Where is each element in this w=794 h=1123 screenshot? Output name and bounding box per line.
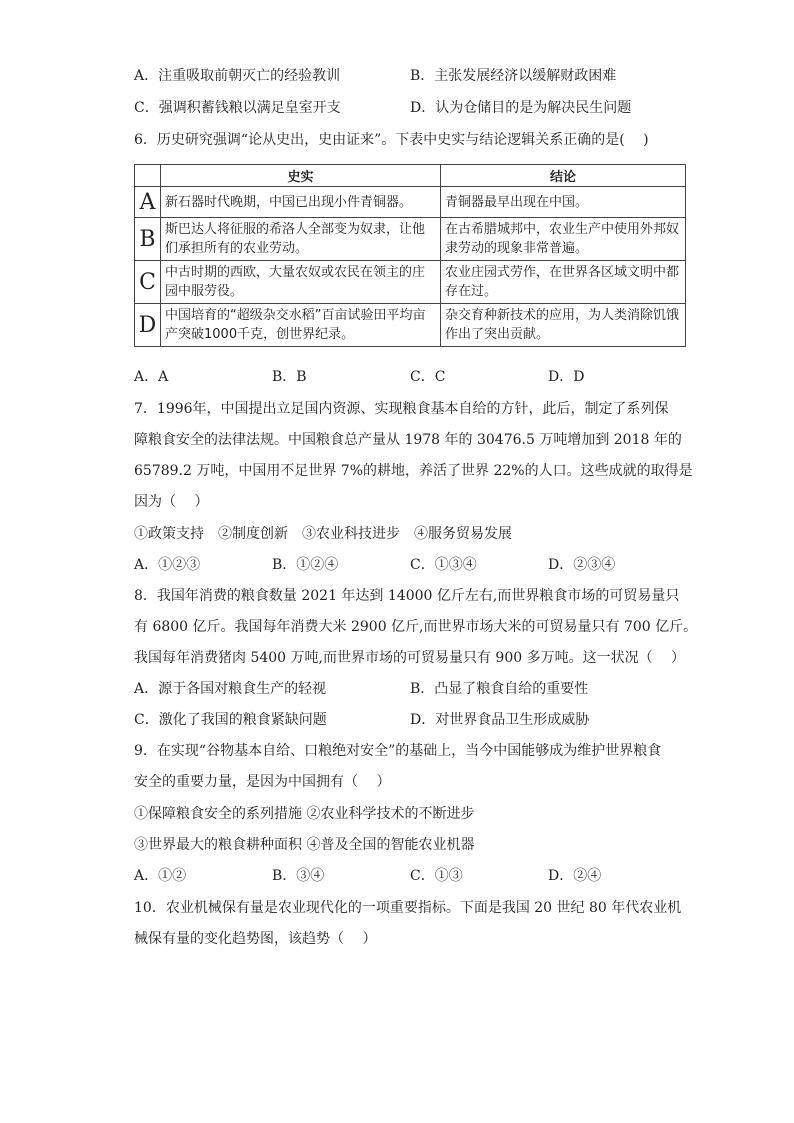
q5-options-row-2 xyxy=(134,98,654,118)
table-row xyxy=(135,187,686,218)
q8-options-row-1 xyxy=(134,679,654,699)
row-letter: C xyxy=(135,261,161,304)
q8-option-a[interactable]: A．源于各国对粮食生产的轻视 xyxy=(134,681,327,697)
q6-stem: 6．历史研究强调“论从史出，史由证来”。下表中史实与结论逻辑关系正确的是( ) xyxy=(134,132,649,148)
q7-options xyxy=(134,555,654,575)
q7-option-c[interactable]: C．①③④ xyxy=(410,557,477,573)
q6-option-d[interactable]: D．D xyxy=(548,369,585,385)
table-row xyxy=(135,261,686,304)
q7-stem-line-1: 7．1996年，中国提出立足国内资源、实现粮食基本自给的方针，此后，制定了系列保 xyxy=(134,401,669,417)
row-conclusion: 在古希腊城邦中，农业生产中使用外邦奴隶劳动的现象非常普遍。 xyxy=(441,218,686,261)
q8-options-row-2 xyxy=(134,710,654,730)
q8-option-b[interactable]: B．凸显了粮食自给的重要性 xyxy=(410,681,589,697)
q6-table-header-fact: 史实 xyxy=(161,165,441,187)
row-letter: B xyxy=(135,218,161,261)
q8-stem-line-3: 我国每年消费猪肉 5400 万吨,而世界市场的可贸易量只有 900 多万吨。这一状况（ ） xyxy=(134,650,686,666)
row-conclusion: 杂交育种新技术的应用，为人类消除饥饿作出了突出贡献。 xyxy=(441,304,686,347)
q7-option-b[interactable]: B．①②④ xyxy=(272,557,339,573)
q9-options xyxy=(134,866,654,886)
q7-items: ①政策支持 ②制度创新 ③农业科技进步 ④服务贸易发展 xyxy=(134,526,512,542)
q6-option-c[interactable]: C．C xyxy=(410,369,446,385)
q7-stem-line-4: 因为（ ） xyxy=(134,494,209,510)
q8-stem-line-1: 8．我国年消费的粮食数量 2021 年达到 14000 亿斤左右,而世界粮食市场的可贸易量只 xyxy=(134,588,680,604)
q7-option-a[interactable]: A．①②③ xyxy=(134,557,201,573)
q6-table-header xyxy=(135,165,686,187)
row-fact: 中古时期的西欧，大量农奴或农民在领主的庄园中服劳役。 xyxy=(161,261,441,304)
q7-stem-line-2: 障粮食安全的法律法规。中国粮食总产量从 1978 年的 30476.5 万吨增加到 2018 年的 xyxy=(134,432,682,448)
q6-option-b[interactable]: B．B xyxy=(272,369,307,385)
q6-table-header-conclusion: 结论 xyxy=(441,165,686,187)
row-fact: 中国培育的“超级杂交水稻”百亩试验田平均亩产突破1000千克，创世界纪录。 xyxy=(161,304,441,347)
q6-table xyxy=(134,164,686,347)
row-fact: 新石器时代晚期，中国已出现小件青铜器。 xyxy=(161,187,441,218)
q5-option-b[interactable]: B．主张发展经济以缓解财政困难 xyxy=(410,68,617,84)
row-conclusion: 青铜器最早出现在中国。 xyxy=(441,187,686,218)
q8-option-d[interactable]: D．对世界食品卫生形成威胁 xyxy=(410,712,590,728)
q10-stem-line-2: 械保有量的变化趋势图，该趋势（ ） xyxy=(134,931,377,947)
q7-stem-line-3: 65789.2 万吨，中国用不足世界 7%的耕地，养活了世界 22%的人口。这些成就的取得是 xyxy=(134,463,693,479)
q5-options-row-1 xyxy=(134,66,654,86)
row-conclusion: 农业庄园式劳作，在世界各区域文明中都存在过。 xyxy=(441,261,686,304)
row-fact: 斯巴达人将征服的希洛人全部变为奴隶，让他们承担所有的农业劳动。 xyxy=(161,218,441,261)
q6-option-a[interactable]: A．A xyxy=(134,369,169,385)
q5-option-d[interactable]: D．认为仓储目的是为解决民生问题 xyxy=(410,100,632,116)
q9-option-b[interactable]: B．③④ xyxy=(272,868,325,884)
q6-table-header-blank xyxy=(135,165,161,187)
table-row xyxy=(135,218,686,261)
q7-option-d[interactable]: D．②③④ xyxy=(548,557,616,573)
q9-stem-line-1: 9．在实现“谷物基本自给、口粮绝对安全”的基础上，当今中国能够成为维护世界粮食 xyxy=(134,743,662,759)
q9-item-line-1: ①保障粮食安全的系列措施 ②农业科学技术的不断进步 xyxy=(134,806,475,822)
table-row xyxy=(135,304,686,347)
q9-option-d[interactable]: D．②④ xyxy=(548,868,602,884)
q8-stem-line-2: 有 6800 亿斤。我国每年消费大米 2900 亿斤,而世界市场大米的可贸易量只有 700 亿斤。 xyxy=(134,619,698,635)
q9-option-c[interactable]: C．①③ xyxy=(410,868,463,884)
q5-option-c[interactable]: C．强调积蓄钱粮以满足皇室开支 xyxy=(134,100,341,116)
q9-option-a[interactable]: A．①② xyxy=(134,868,187,884)
row-letter: A xyxy=(135,187,161,218)
q9-stem-line-2: 安全的重要力量，是因为中国拥有（ ） xyxy=(134,774,391,790)
q8-option-c[interactable]: C．激化了我国的粮食紧缺问题 xyxy=(134,712,327,728)
q10-stem-line-1: 10．农业机械保有量是农业现代化的一项重要指标。下面是我国 20 世纪 80 年代农业机 xyxy=(134,900,682,916)
q9-item-line-2: ③世界最大的粮食耕种面积 ④普及全国的智能农业机器 xyxy=(134,837,475,853)
q5-option-a[interactable]: A．注重吸取前朝灭亡的经验教训 xyxy=(134,68,341,84)
q6-options xyxy=(134,367,654,387)
row-letter: D xyxy=(135,304,161,347)
